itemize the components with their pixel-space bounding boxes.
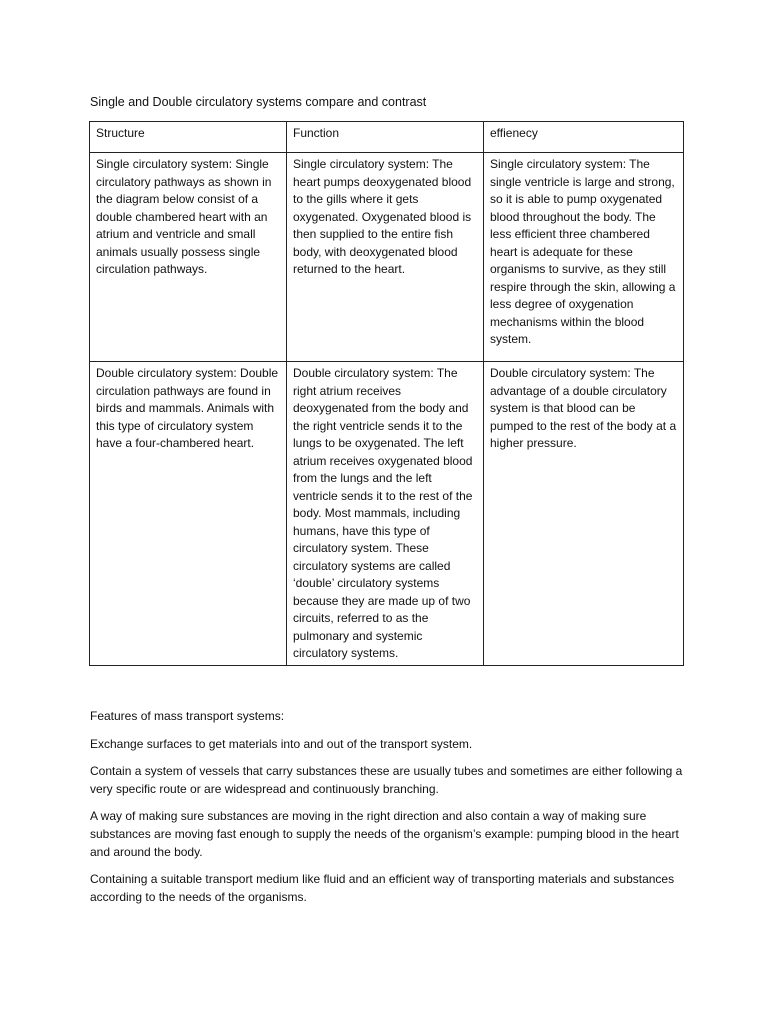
table-row	[90, 153, 684, 362]
table-cell-structure: Double circulatory system: Double circulation pathways are found in birds and mammals. Animals with this type of circulatory system have a four-chambered heart.	[90, 362, 287, 666]
features-section	[90, 707, 690, 915]
column-header-efficiency: effienecy	[484, 122, 684, 153]
table-cell-function: Double circulatory system: The right atrium receives deoxygenated from the body and the right ventricle sends it to the lungs to be oxygenated. The left atrium receives oxygenated blood from the lungs and the left ventricle sends it to the rest of the body. Most mammals, including humans, have this type of circulatory system. These circulatory systems are called ‘double’ circulatory systems because they are made up of two circuits, referred to as the pulmonary and systemic circulatory systems.	[287, 362, 484, 666]
table-cell-function: Single circulatory system: The heart pumps deoxygenated blood to the gills where it gets oxygenated. Oxygenated blood is then supplied to the entire fish body, with deoxygenated blood returned to the heart.	[287, 153, 484, 362]
table-cell-efficiency: Double circulatory system: The advantage of a double circulatory system is that blood can be pumped to the rest of the body at a higher pressure.	[484, 362, 684, 666]
feature-paragraph: Contain a system of vessels that carry substances these are usually tubes and sometimes are either following a very specific route or are widespread and continuously branching.	[90, 764, 683, 796]
table-row	[90, 362, 684, 666]
feature-paragraph: A way of making sure substances are moving in the right direction and also contain a way of making sure substances are moving fast enough to supply the needs of the organism’s example: pumping blood in the heart and around the body.	[90, 809, 679, 859]
table-cell-efficiency: Single circulatory system: The single ventricle is large and strong, so it is able to pump oxygenated blood throughout the body. The less efficient three chambered heart is adequate for these organisms to survive, as they still respire through the skin, allowing a less degree of oxygenation mechanisms within the blood system.	[484, 153, 684, 362]
feature-paragraph: Containing a suitable transport medium like fluid and an efficient way of transporting materials and substances according to the needs of the organisms.	[90, 872, 675, 904]
column-header-function: Function	[287, 122, 484, 153]
table-cell-structure: Single circulatory system: Single circulatory pathways as shown in the diagram below consist of a double chambered heart with an atrium and ventricle and small animals usually possess single circulation pathways.	[90, 153, 287, 362]
comparison-table	[89, 121, 684, 666]
document-title: Single and Double circulatory systems compare and contrast	[90, 95, 427, 109]
table-header-row	[90, 122, 684, 153]
features-heading: Features of mass transport systems:	[90, 709, 285, 723]
column-header-structure: Structure	[90, 122, 287, 153]
feature-paragraph: Exchange surfaces to get materials into and out of the transport system.	[90, 737, 473, 751]
